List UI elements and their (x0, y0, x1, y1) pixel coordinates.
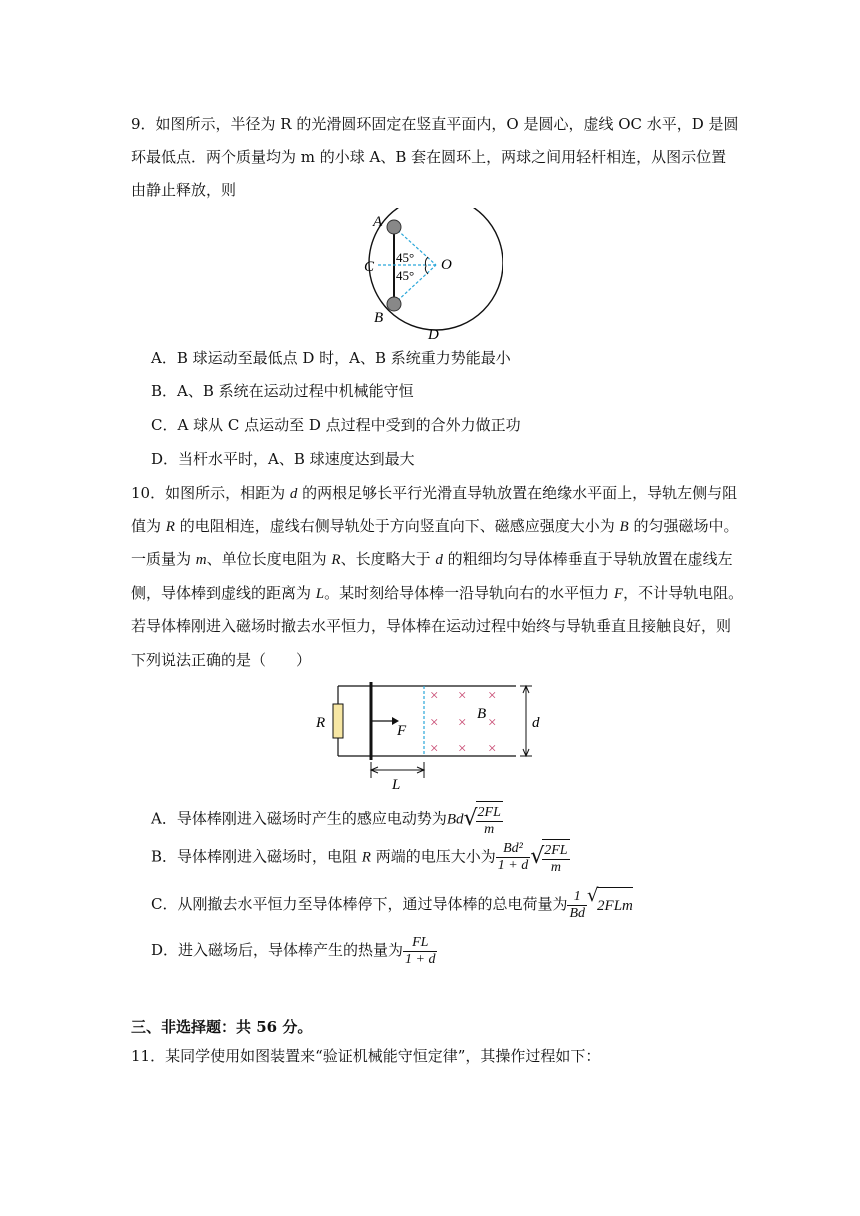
q10-option-a: A．导体棒刚进入磁场时产生的感应电动势为Bd √ $\frac{2FL}{m}$ (151, 801, 503, 838)
q10-field-cross: × (430, 741, 439, 757)
q10-stem-line5: 若导体棒刚进入磁场时撤去水平恒力，导体棒在运动过程中始终与导轨垂直且接触良好，则 (131, 617, 732, 635)
q10-label-l: L (392, 777, 401, 792)
q10-stem-line2: 值为 R 的电阻相连，虚线右侧导轨处于方向竖直向下、磁感应强度大小为 B 的匀强磁场中。 (131, 517, 739, 535)
q9-option-b: B．A、B 系统在运动过程中机械能守恒 (151, 382, 414, 400)
q9-angle-top: 45° (396, 250, 415, 265)
q10-field-cross: × (458, 688, 467, 704)
q10-field-cross: × (430, 688, 439, 704)
q9-option-a: A．B 球运动至最低点 D 时，A、B 系统重力势能最小 (151, 349, 511, 367)
q9-angle-bottom: 45° (396, 268, 415, 283)
section-3-heading: 三、非选择题：共 56 分。 (131, 1018, 313, 1036)
q10-label-b: B (477, 706, 487, 722)
q9-label-a: A (373, 214, 383, 230)
q9-option-c: C．A 球从 C 点运动至 D 点过程中受到的合外力做正功 (151, 416, 521, 434)
q10-figure (312, 680, 552, 792)
q9-option-d: D．当杆水平时，A、B 球速度达到最大 (151, 450, 415, 468)
q10-stem-line4: 侧，导体棒到虚线的距离为 L。某时刻给导体棒一沿导轨向右的水平恒力 F，不计导轨电阻。 (131, 584, 744, 602)
q10-option-c: C．从刚撤去水平恒力至导体棒停下，通过导体棒的总电荷量为 $\frac{1}{Bd}$ √ 2FLm (151, 887, 633, 923)
q9-stem-line3: 由静止释放，则 (131, 181, 237, 199)
q10-field-cross: × (488, 741, 497, 757)
q10-option-b: B．导体棒刚进入磁场时，电阻 R 两端的电压大小为 $\frac{\text{Bd²}}{1 + d}$ √ $\frac{2FL}{m}$ (151, 840, 568, 875)
q10-stem-line3: 一质量为 m、单位长度电阻为 R、长度略大于 d 的粗细均匀导体棒垂直于导轨放置在虚线左 (131, 550, 733, 568)
q10-field-cross: × (488, 688, 497, 704)
q11-stem: 11．某同学使用如图装置来“验证机械能守恒定律”，其操作过程如下： (131, 1047, 601, 1065)
q9-figure (358, 208, 503, 344)
q10-field-cross: × (430, 715, 439, 731)
q10-label-r: R (316, 715, 326, 731)
q9-label-c: C (364, 259, 375, 275)
q10-label-d: d (532, 715, 540, 731)
q9-stem-line2: 环最低点．两个质量均为 m 的小球 A、B 套在圆环上，两球之间用轻杆相连，从图示位置 (131, 148, 727, 166)
q10-field-cross: × (488, 715, 497, 731)
q9-label-o: O (441, 257, 452, 273)
q10-field-cross: × (458, 715, 467, 731)
q10-label-f: F (397, 723, 407, 739)
q9-stem-line1: 9．如图所示，半径为 R 的光滑圆环固定在竖直平面内，O 是圆心，虚线 OC 水平，D 是圆 (131, 115, 739, 133)
q10-option-d: D．进入磁场后，导体棒产生的热量为 $\frac{FL}{1 + d}$ (151, 934, 436, 967)
q9-label-d: D (428, 327, 439, 343)
q10-stem-line6: 下列说法正确的是（ ） (131, 651, 312, 669)
q10-stem-line1: 10．如图所示，相距为 d 的两根足够长平行光滑直导轨放置在绝缘水平面上，导轨左侧与阻 (131, 484, 738, 502)
q9-label-b: B (374, 310, 384, 326)
q10-field-cross: × (458, 741, 467, 757)
